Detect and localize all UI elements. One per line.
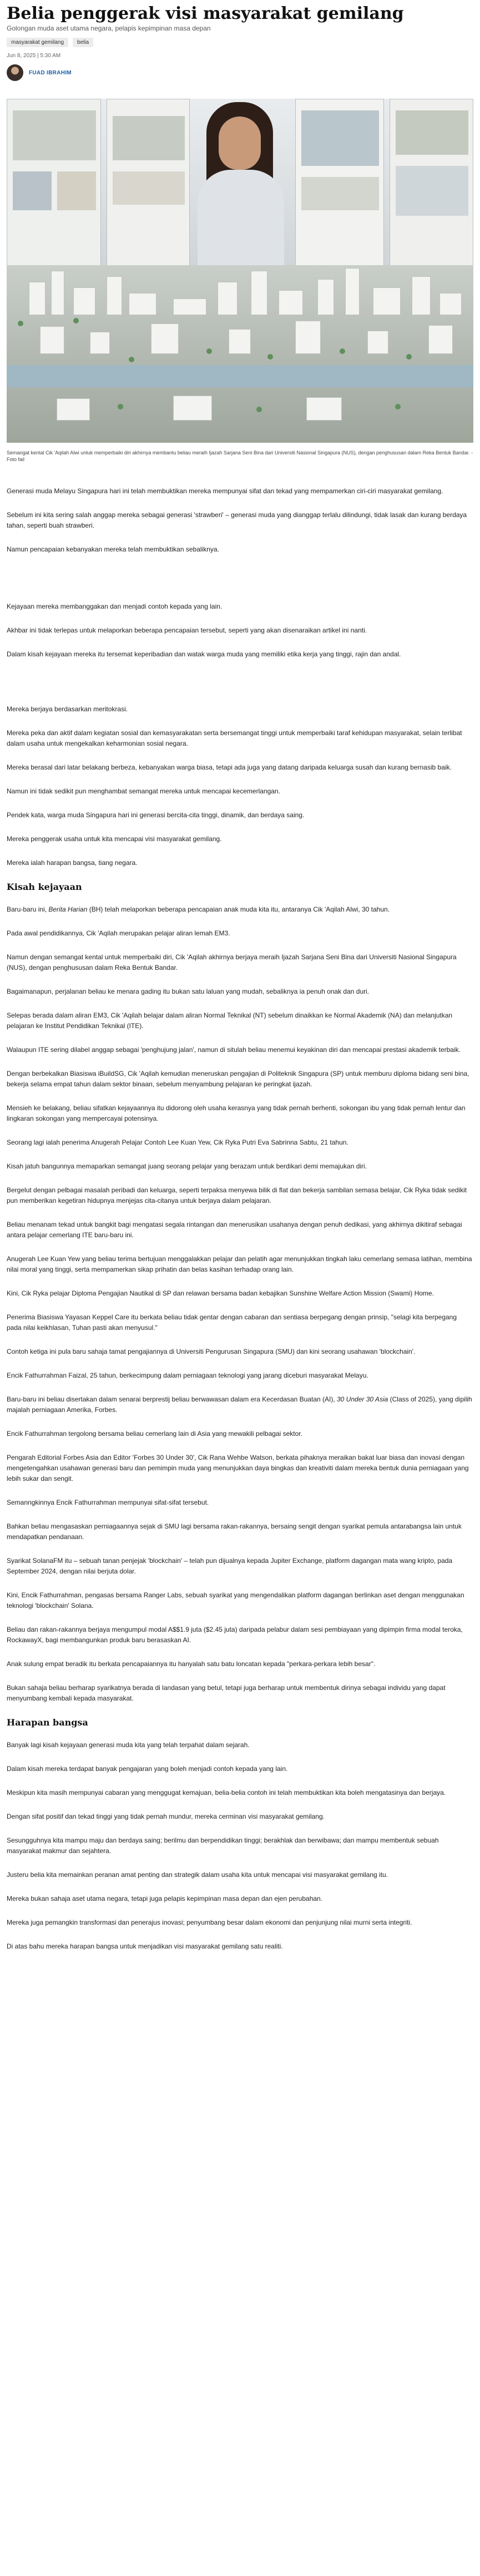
tag-masyarakat-gemilang[interactable]: masyarakat gemilang xyxy=(7,38,68,47)
ad-spacer xyxy=(7,568,473,601)
paragraph: Meskipun kita masih mempunyai cabaran yang menggugat kemajuan, belia-belia contoh ini telah membuktikan kita boleh mengatasinya dan berjaya. xyxy=(7,1789,446,1796)
paragraph: Baru-baru ini, Berita Harian (BH) telah melaporkan beberapa pencapaian anak muda kita itu, antaranya Cik 'Aqilah Alwi, 30 tahun. xyxy=(7,905,390,913)
paragraph: Pendek kata, warga muda Singapura hari ini generasi bercita-cita tinggi, dinamik, dan berdaya saing. xyxy=(7,811,305,819)
paragraph: Semanngkinnya Encik Fathurrahman mempunyai sifat-sifat tersebut. xyxy=(7,1499,209,1506)
photo-subject-face xyxy=(219,117,261,170)
paragraph: Kini, Cik Ryka pelajar Diploma Pengajian Nautikal di SP dan relawan bersama badan kebajikan Sunshine Welfare Action Mission (Swami) Home. xyxy=(7,1289,434,1297)
paragraph: Namun pencapaian kebanyakan mereka telah membuktikan sebaliknya. xyxy=(7,545,219,553)
section-heading-kisah-kejayaan: Kisah kejayaan xyxy=(7,882,82,892)
photo-poster-board xyxy=(7,99,101,282)
paragraph: Dengan sifat positif dan tekad tinggi yang tidak pernah mundur, mereka cerminan visi masyarakat gemilang. xyxy=(7,1813,325,1820)
paragraph: Penerima Biasiswa Yayasan Keppel Care itu berkata beliau tidak gentar dengan cabaran dan sentiasa berpegang dengan prinsip, "selagi kita berpegang pada nilai keikhlasan, Tuhan pasti akan menyusul." xyxy=(7,1313,457,1332)
paragraph: Bahkan beliau mengasaskan perniagaannya sejak di SMU lagi bersama rakan-rakannya, bersaing sengit dengan syarikat pemula antarabangsa lain untuk mendapatkan pendanaan. xyxy=(7,1522,462,1541)
paragraph: Generasi muda Melayu Singapura hari ini telah membuktikan mereka mempunyai sifat dan tekad yang mempamerkan ciri-ciri masyarakat gemilang. xyxy=(7,487,443,495)
paragraph: Namun ini tidak sedikit pun menghambat semangat mereka untuk mencapai kecemerlangan. xyxy=(7,787,280,795)
paragraph: Bagaimanapun, perjalanan beliau ke menara gading itu bukan satu laluan yang mudah, sebaliknya ia penuh onak dan duri. xyxy=(7,988,370,995)
paragraph: Akhbar ini tidak terlepas untuk melaporkan beberapa pencapaian tersebut, seperti yang akan disenaraikan artikel ini nanti. xyxy=(7,626,367,634)
photo-poster-board xyxy=(295,99,384,282)
author-avatar xyxy=(7,64,23,81)
author-block xyxy=(7,64,473,81)
paragraph: Kisah jatuh bangunnya memaparkan semangat juang seorang pelajar yang berazam untuk berdikari demi memajukan diri. xyxy=(7,1162,367,1170)
paragraph: Anak sulung empat beradik itu berkata pencapaiannya itu hanyalah satu batu loncatan kepada "perkara-perkara lebih besar". xyxy=(7,1660,376,1668)
hero-photo xyxy=(7,99,473,443)
publish-date: Jun 8, 2025 | 5:30 AM xyxy=(7,53,61,59)
paragraph: Mereka berjaya berdasarkan meritokrasi. xyxy=(7,705,128,713)
tag-list xyxy=(7,38,473,47)
paragraph: Sesungguhnya kita mampu maju dan berdaya saing; berilmu dan berpendidikan tinggi; berakhlak dan berwibawa; dan mampu membentuk sebuah masyarakat makmur dan sejahtera. xyxy=(7,1836,439,1855)
paragraph: Encik Fathurrahman Faizal, 25 tahun, berkecimpung dalam perniagaan teknologi yang jarang diceburi masyarakat Melayu. xyxy=(7,1371,368,1379)
paragraph: Bergelut dengan pelbagai masalah peribadi dan keluarga, seperti terpaksa menyewa bilik di flat dan bekerja sambilan semasa belajar, Cik Ryka tidak sedikit pun memberikan kegetiran hidupnya menjejas cita-citanya untuk berjaya dalam pelajaran. xyxy=(7,1186,467,1205)
paragraph: Mensieh ke belakang, beliau sifatkan kejayaannya itu didorong oleh usaha kerasnya yang tidak pernah berhenti, sokongan ibu yang tidak pernah lentur dan lingkaran sokongan yang mempercayai potensinya. xyxy=(7,1104,466,1122)
paragraph: Seorang lagi ialah penerima Anugerah Pelajar Contoh Lee Kuan Yew, Cik Ryka Putri Eva Sabrinna Sabtu, 21 tahun. xyxy=(7,1138,348,1146)
paragraph: Justeru belia kita memainkan peranan amat penting dan strategik dalam usaha kita untuk mencapai visi masyarakat gemilang itu. xyxy=(7,1871,388,1879)
paragraph: Mereka penggerak usaha untuk kita mencapai visi masyarakat gemilang. xyxy=(7,835,222,843)
photo-poster-board xyxy=(107,99,190,282)
author-name-link[interactable]: FUAD IBRAHIM xyxy=(29,69,72,76)
tag-belia[interactable]: belia xyxy=(73,38,93,47)
article-body xyxy=(7,486,473,1952)
paragraph: Kejayaan mereka membanggakan dan menjadi contoh kepada yang lain. xyxy=(7,603,223,610)
article-subtitle: Golongan muda aset utama negara, pelapis kepimpinan masa depan xyxy=(7,24,211,32)
article-title: Belia penggerak visi masyarakat gemilang xyxy=(7,4,404,23)
paragraph: Mereka juga pemangkin transformasi dan penerajus inovasi; penyumbang besar dalam ekonomi dan penjunjung nilai murni serta integriti. xyxy=(7,1919,412,1926)
paragraph: Baru-baru ini beliau disertakan dalam senarai berprestij beliau berwawasan dalam era Kecerdasan Buatan (AI), 30 Under 30 Asia (Class of 2025), yang dipilih majalah perniagaan Amerika, Forbes. xyxy=(7,1395,472,1414)
paragraph: Selepas berada dalam aliran EM3, Cik 'Aqilah belajar dalam aliran Normal Teknikal (NT) sebelum dinaikkan ke Normal Akademik (NA) dan melanjutkan pelajaran ke Institut Pendidikan Teknikal (ITE). xyxy=(7,1011,453,1030)
paragraph: Walaupun ITE sering dilabel anggap sebagai 'penghujung jalan', namun di situlah beliau menemui keyakinan diri dan mencapai prestasi akademik terbaik. xyxy=(7,1046,461,1054)
paragraph: Beliau dan rakan-rakannya berjaya mengumpul modal A$$1.9 juta ($2.45 juta) daripada pelabur dalam sesi pembiayaan yang dipimpin firma modal teroka, RockawayX, bagi membangunkan produk baru berasaskan AI. xyxy=(7,1626,463,1644)
section-heading-harapan-bangsa: Harapan bangsa xyxy=(7,1717,88,1728)
paragraph: Encik Fathurrahman tergolong bersama beliau cemerlang lain di Asia yang mewakili pelbagai sektor. xyxy=(7,1430,302,1438)
ad-spacer xyxy=(7,673,473,704)
paragraph: Dengan berbekalkan Biasiswa iBuildSG, Cik 'Aqilah kemudian meneruskan pengajian di Politeknik Singapura (SP) untuk memburu diploma bidang seni bina, bekerja selama empat tahun dalam sektor binaan, sebelum menyambung pelajaran ke peringkat ijazah. xyxy=(7,1070,469,1088)
paragraph: Dalam kisah mereka terdapat banyak pengajaran yang boleh menjadi contoh kepada yang lain. xyxy=(7,1765,288,1773)
paragraph: Namun dengan semangat kental untuk memperbaiki diri, Cik 'Aqilah akhirnya berjaya meraih Ijazah Sarjana Seni Bina dari Universiti Nasional Singapura (NUS), dengan penghususan dalam Reka Bentuk Bandar. xyxy=(7,953,457,971)
paragraph: Anugerah Lee Kuan Yew yang beliau terima bertujuan menggalakkan pelajar dan pelatih agar menunjukkan tingkah laku cemerlang semasa latihan, membina nilai moral yang tinggi, serta mempamerkan sikap prihatin dan belas kasihan terhadap orang lain. xyxy=(7,1255,472,1273)
paragraph: Pada awal pendidikannya, Cik 'Aqilah merupakan pelajar aliran lemah EM3. xyxy=(7,929,230,937)
paragraph: Kini, Encik Fathurrahman, pengasas bersama Ranger Labs, sebuah syarikat yang mengendalikan platform dagangan berlinkan aset dengan menggunakan teknologi 'blockchain' Solana. xyxy=(7,1591,464,1610)
paragraph: Contoh ketiga ini pula baru sahaja tamat pengajiannya di Universiti Pengurusan Singapura (SMU) dan kini seorang usahawan 'blockchain'. xyxy=(7,1348,416,1355)
paragraph: Mereka ialah harapan bangsa, tiang negara. xyxy=(7,859,138,867)
paragraph: Bukan sahaja beliau berharap syarikatnya berada di landasan yang betul, tetapi juga berharap untuk membentuk dirinya sebagai individu yang dapat menyumbang kembali kepada masyarakat. xyxy=(7,1684,446,1702)
photo-poster-board xyxy=(390,99,473,282)
paragraph: Sebelum ini kita sering salah anggap mereka sebagai generasi 'strawberi' – generasi muda yang dianggap terlalu dilindungi, tidak lasak dan kurang berdaya tahan, seperti buah strawberi. xyxy=(7,511,467,529)
photo-caption: Semangat kental Cik 'Aqilah Alwi untuk memperbaiki diri akhirnya membantu beliau meraih Ijazah Sarjana Seni Bina dari Universiti Nasional Singapura (NUS), dengan penghususan dalam Reka Bentuk Bandar. - Foto fail xyxy=(7,450,473,462)
paragraph: Beliau menanam tekad untuk bangkit bagi mengatasi segala rintangan dan menerusikan usahanya dengan penuh dedikasi, yang akhirnya dikitiraf sebagai antara pelajar cemerlang ITE baru-baru ini. xyxy=(7,1221,462,1239)
paragraph: Syarikat SolanaFM itu – sebuah tanan penjejak 'blockchain' – telah pun dijualnya kepada Jupiter Exchange, platform dagangan mata wang kripto, pada September 2024, dengan nilai berjuta dolar. xyxy=(7,1557,453,1575)
photo-architecture-model xyxy=(7,265,473,443)
paragraph: Pengarah Editorial Forbes Asia dan Editor 'Forbes 30 Under 30', Cik Rana Wehbe Watson, berkata pihaknya meraikan bakat luar biasa dan inovasi dengan mengetengahkan usahawan generasi baru dan pemimpin muda yang menunjukkan daya bingkas dan kreativiti dalam mereka bentuk dunia perniagaan yang lebih sukar dan sengit. xyxy=(7,1454,469,1482)
paragraph: Mereka peka dan aktif dalam kegiatan sosial dan kemasyarakatan serta bersemangat tinggi untuk memperbaiki taraf kehidupan masyarakat, selain terlibat dalam usaha untuk mengekalkan keharmonian sosial negara. xyxy=(7,729,462,747)
paragraph: Dalam kisah kejayaan mereka itu tersemat keperibadian dan watak warga muda yang memiliki etika kerja yang tinggi, rajin dan andal. xyxy=(7,650,401,658)
paragraph: Mereka bukan sahaja aset utama negara, tetapi juga pelapis kepimpinan masa depan dan ejen perubahan. xyxy=(7,1895,323,1902)
paragraph: Mereka berasal dari latar belakang berbeza, kebanyakan warga biasa, tetapi ada juga yang datang daripada keluarga susah dan kurang bernasib baik. xyxy=(7,763,452,771)
paragraph: Di atas bahu mereka harapan bangsa untuk menjadikan visi masyarakat gemilang satu realiti. xyxy=(7,1942,283,1950)
paragraph: Banyak lagi kisah kejayaan generasi muda kita yang telah terpahat dalam sejarah. xyxy=(7,1741,250,1749)
